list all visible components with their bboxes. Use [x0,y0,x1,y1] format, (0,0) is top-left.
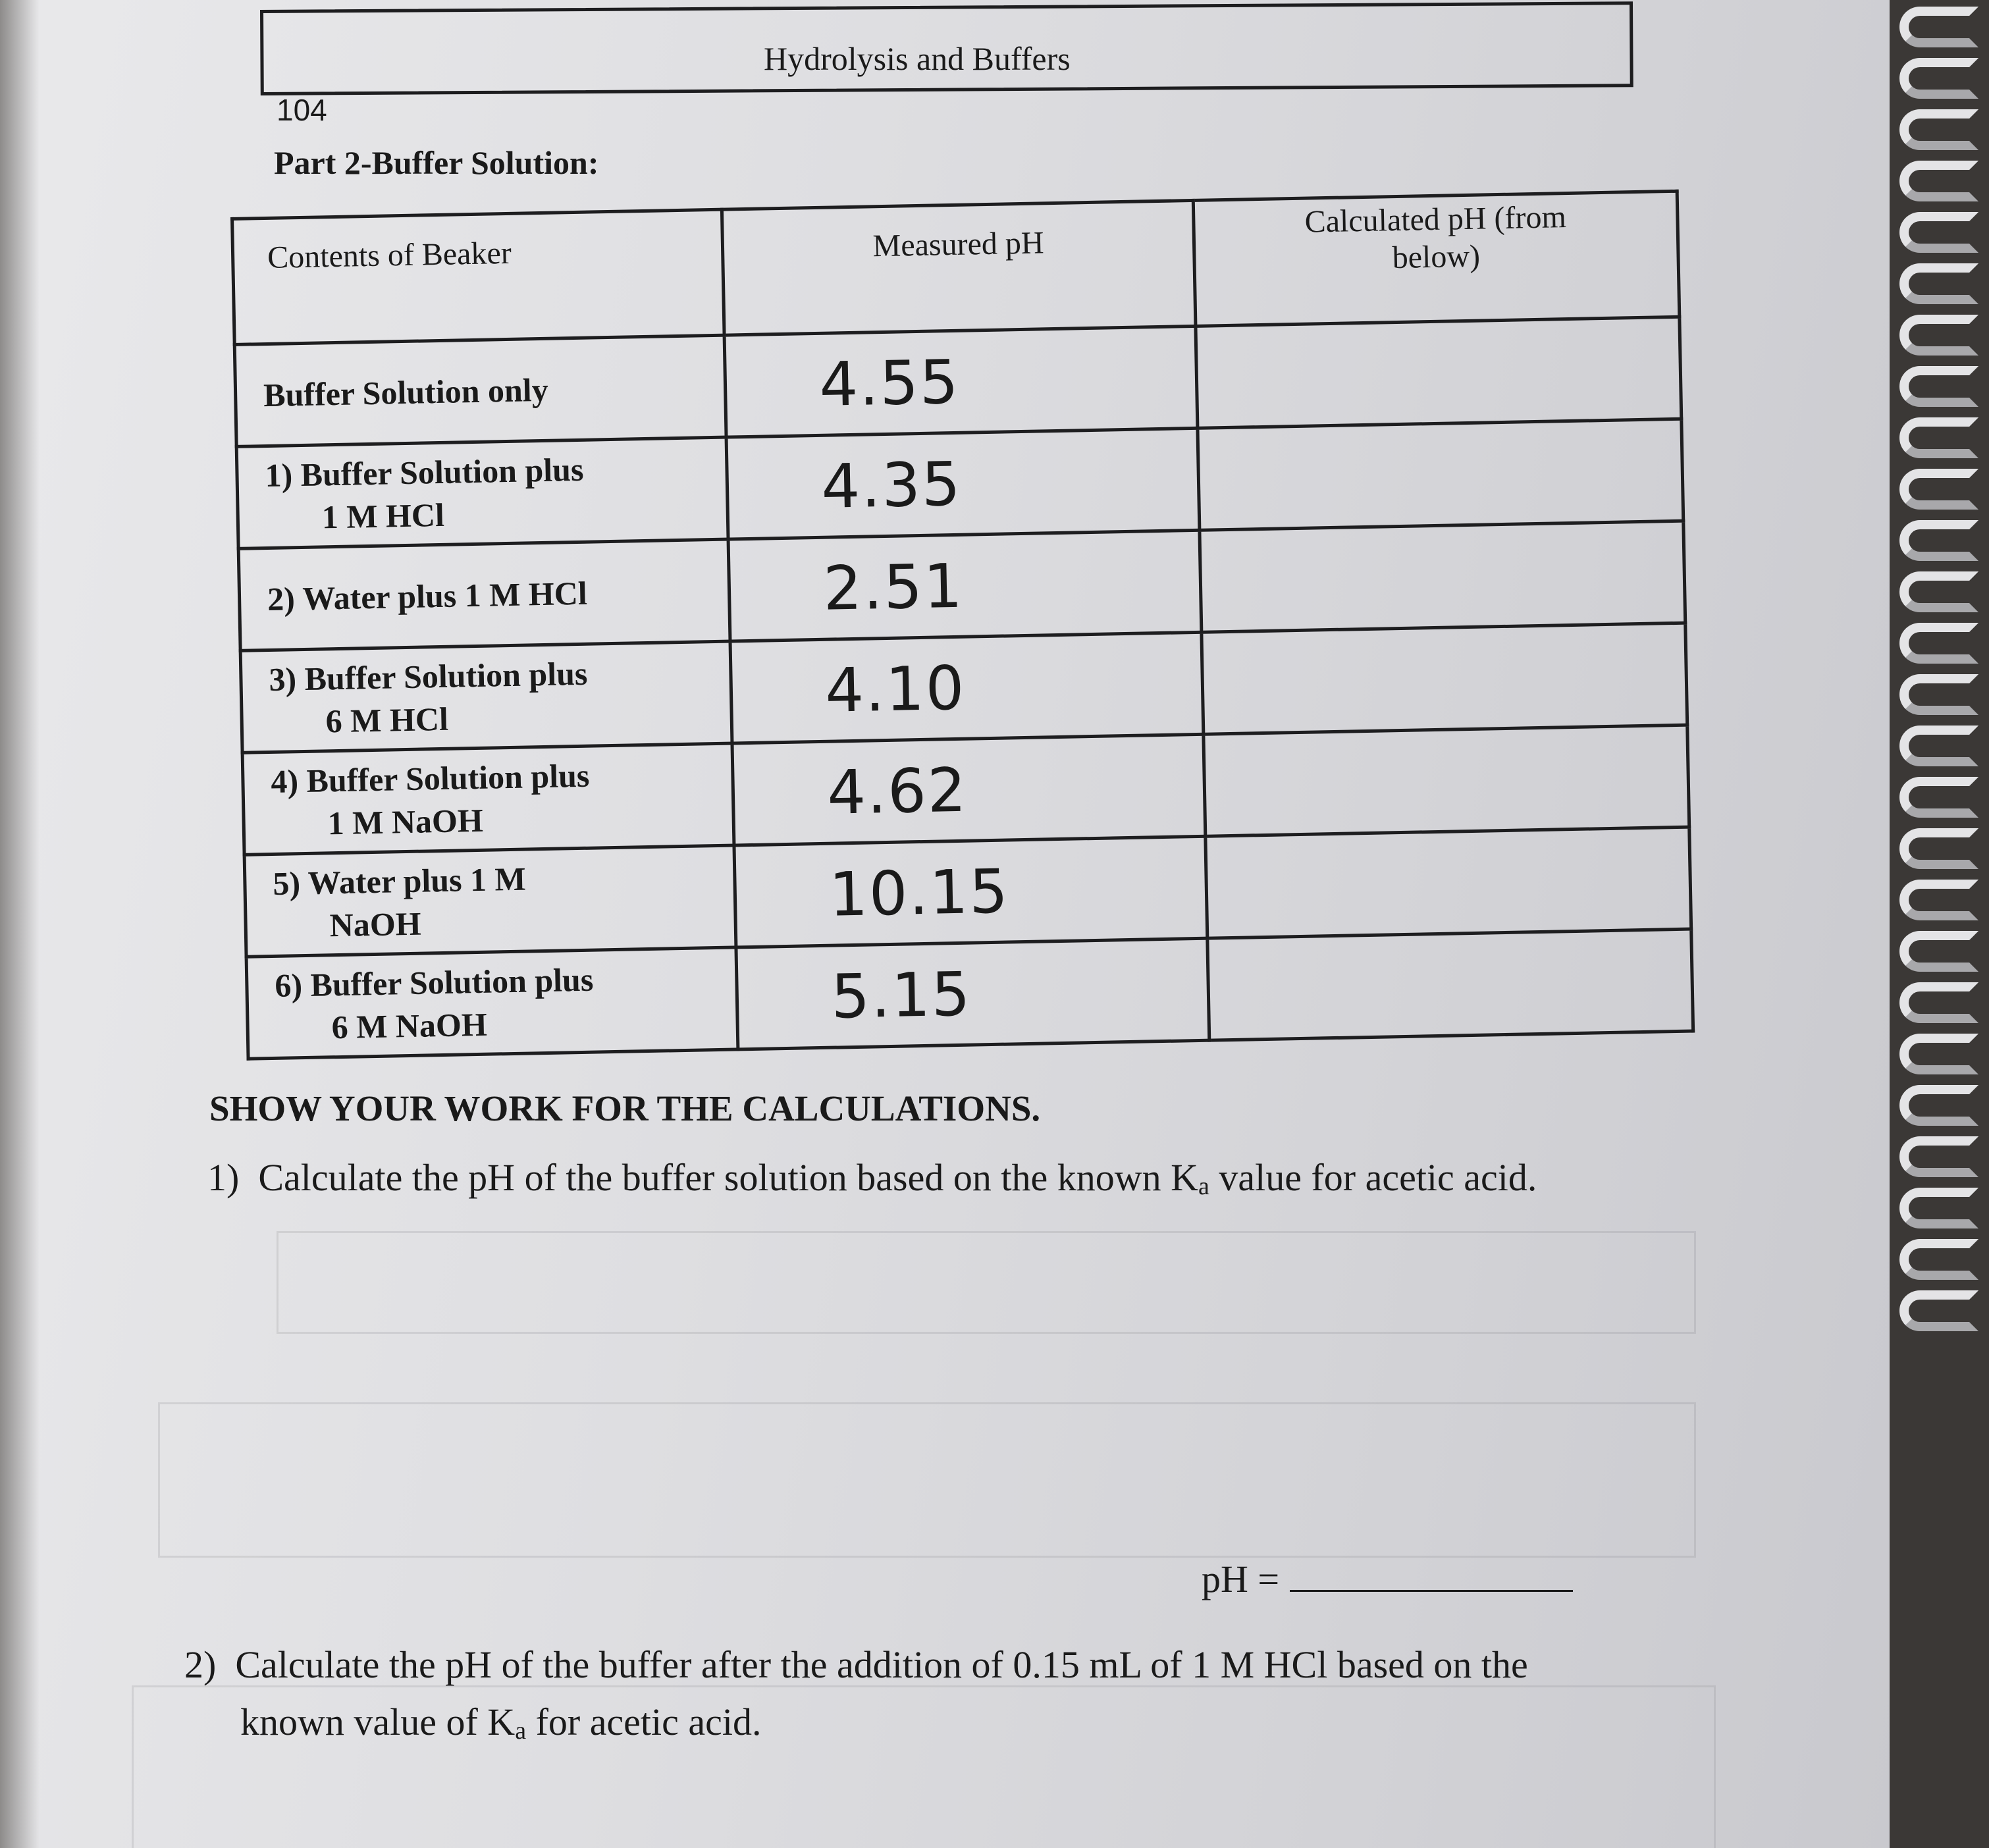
spiral-ring [1899,58,1978,99]
spiral-ring [1899,1085,1978,1126]
measured-ph-value[interactable]: 4.55 [725,326,1198,437]
question-2-line1: Calculate the pH of the buffer after the addition of 0.15 mL of 1 M HCl based on the [235,1643,1528,1686]
show-through-box [158,1402,1696,1558]
question-2-line2 [184,1693,1738,1751]
ph-answer-label: pH = [1202,1558,1280,1600]
calculated-ph-cell[interactable] [1205,827,1691,938]
header-measured-ph: Measured pH [722,200,1196,335]
question-2-subscript: a [515,1717,527,1745]
question-1-subscript: a [1198,1173,1209,1200]
row-label [238,539,730,650]
spiral-ring [1899,366,1978,407]
header-contents: Contents of Beaker [232,209,725,344]
header-calculated-ph [1193,191,1680,326]
show-through-box [277,1231,1696,1334]
measured-ph-value[interactable]: 4.62 [732,734,1205,845]
spiral-ring [1899,931,1978,972]
buffer-table-wrapper [230,189,1709,1072]
spiral-ring [1899,674,1978,715]
calculated-ph-cell[interactable] [1203,725,1689,836]
row-label-line1: 4) Buffer Solution plus [270,756,590,800]
row-label-line2: 1 M HCl [321,496,445,536]
spiral-ring [1899,212,1978,253]
header-title: Hydrolysis and Buffers [764,40,1071,77]
spiral-ring [1899,726,1978,766]
question-1-text-b: value for acetic acid. [1209,1156,1537,1199]
part-title: Part 2-Buffer Solution: [274,144,599,181]
calculated-ph-cell[interactable] [1200,521,1685,632]
calculated-ph-cell[interactable] [1201,623,1687,734]
calculated-ph-cell[interactable] [1196,317,1682,428]
row-label [242,743,734,855]
page-shadow [0,0,40,1848]
spiral-ring [1899,263,1978,304]
spiral-ring [1899,161,1978,201]
row-label-line1: 5) Water plus 1 M [272,860,527,902]
calculated-ph-cell[interactable] [1207,929,1693,1040]
question-2-line2-b: for acetic acid. [526,1701,762,1743]
question-2-line2-a: known value of K [240,1701,516,1743]
spiral-ring [1899,1239,1978,1280]
question-1 [207,1155,1537,1201]
row-label [244,845,736,957]
row-label-line1: 6) Buffer Solution plus [274,961,594,1004]
question-2 [184,1636,1738,1751]
spiral-ring [1899,1034,1978,1074]
measured-ph-value[interactable]: 2.51 [728,530,1201,641]
question-2-number: 2) [184,1643,217,1686]
row-label-line2: 6 M NaOH [331,1005,488,1046]
spiral-ring [1899,880,1978,920]
measured-ph-value[interactable]: 10.15 [734,836,1207,947]
spiral-ring [1899,315,1978,356]
measured-ph-value[interactable]: 5.15 [736,938,1209,1049]
spiral-ring [1899,777,1978,818]
spiral-ring [1899,417,1978,458]
ph-answer-field [1202,1557,1573,1601]
page-number: 104 [277,93,327,127]
spiral-ring [1899,623,1978,664]
question-1-number: 1) [207,1156,240,1199]
row-label-line1: 1) Buffer Solution plus [264,450,584,494]
question-1-text-a: Calculate the pH of the buffer solution based on the known K [258,1156,1198,1199]
measured-ph-value[interactable]: 4.10 [730,632,1203,743]
spiral-ring [1899,1188,1978,1228]
row-label-line2: NaOH [329,905,422,944]
show-work-heading: SHOW YOUR WORK FOR THE CALCULATIONS. [209,1088,1041,1128]
row-label [236,437,728,548]
buffer-table [230,190,1695,1061]
measured-ph-value[interactable]: 4.35 [727,428,1200,539]
row-label-line1: Buffer Solution only [263,371,549,413]
ph-answer-blank[interactable] [1290,1557,1573,1592]
spiral-ring [1899,7,1978,47]
spiral-ring [1899,469,1978,510]
row-label [240,641,732,752]
calculated-ph-cell[interactable] [1198,419,1684,530]
spiral-ring [1899,109,1978,150]
header-calculated-line1: Calculated pH (from [1304,199,1567,240]
row-label-line1: 3) Buffer Solution plus [268,654,588,699]
header-calculated-line2: below) [1392,238,1481,275]
spiral-ring [1899,1136,1978,1177]
spiral-ring [1899,1290,1978,1331]
row-label [246,947,738,1059]
spiral-ring [1899,982,1978,1023]
spiral-ring [1899,828,1978,869]
row-label-line1: 2) Water plus 1 M HCl [267,574,588,618]
spiral-ring [1899,520,1978,561]
row-label-line2: 1 M NaOH [327,801,484,842]
row-label-line2: 6 M HCl [325,700,449,740]
spiral-ring [1899,571,1978,612]
row-label [234,335,726,446]
